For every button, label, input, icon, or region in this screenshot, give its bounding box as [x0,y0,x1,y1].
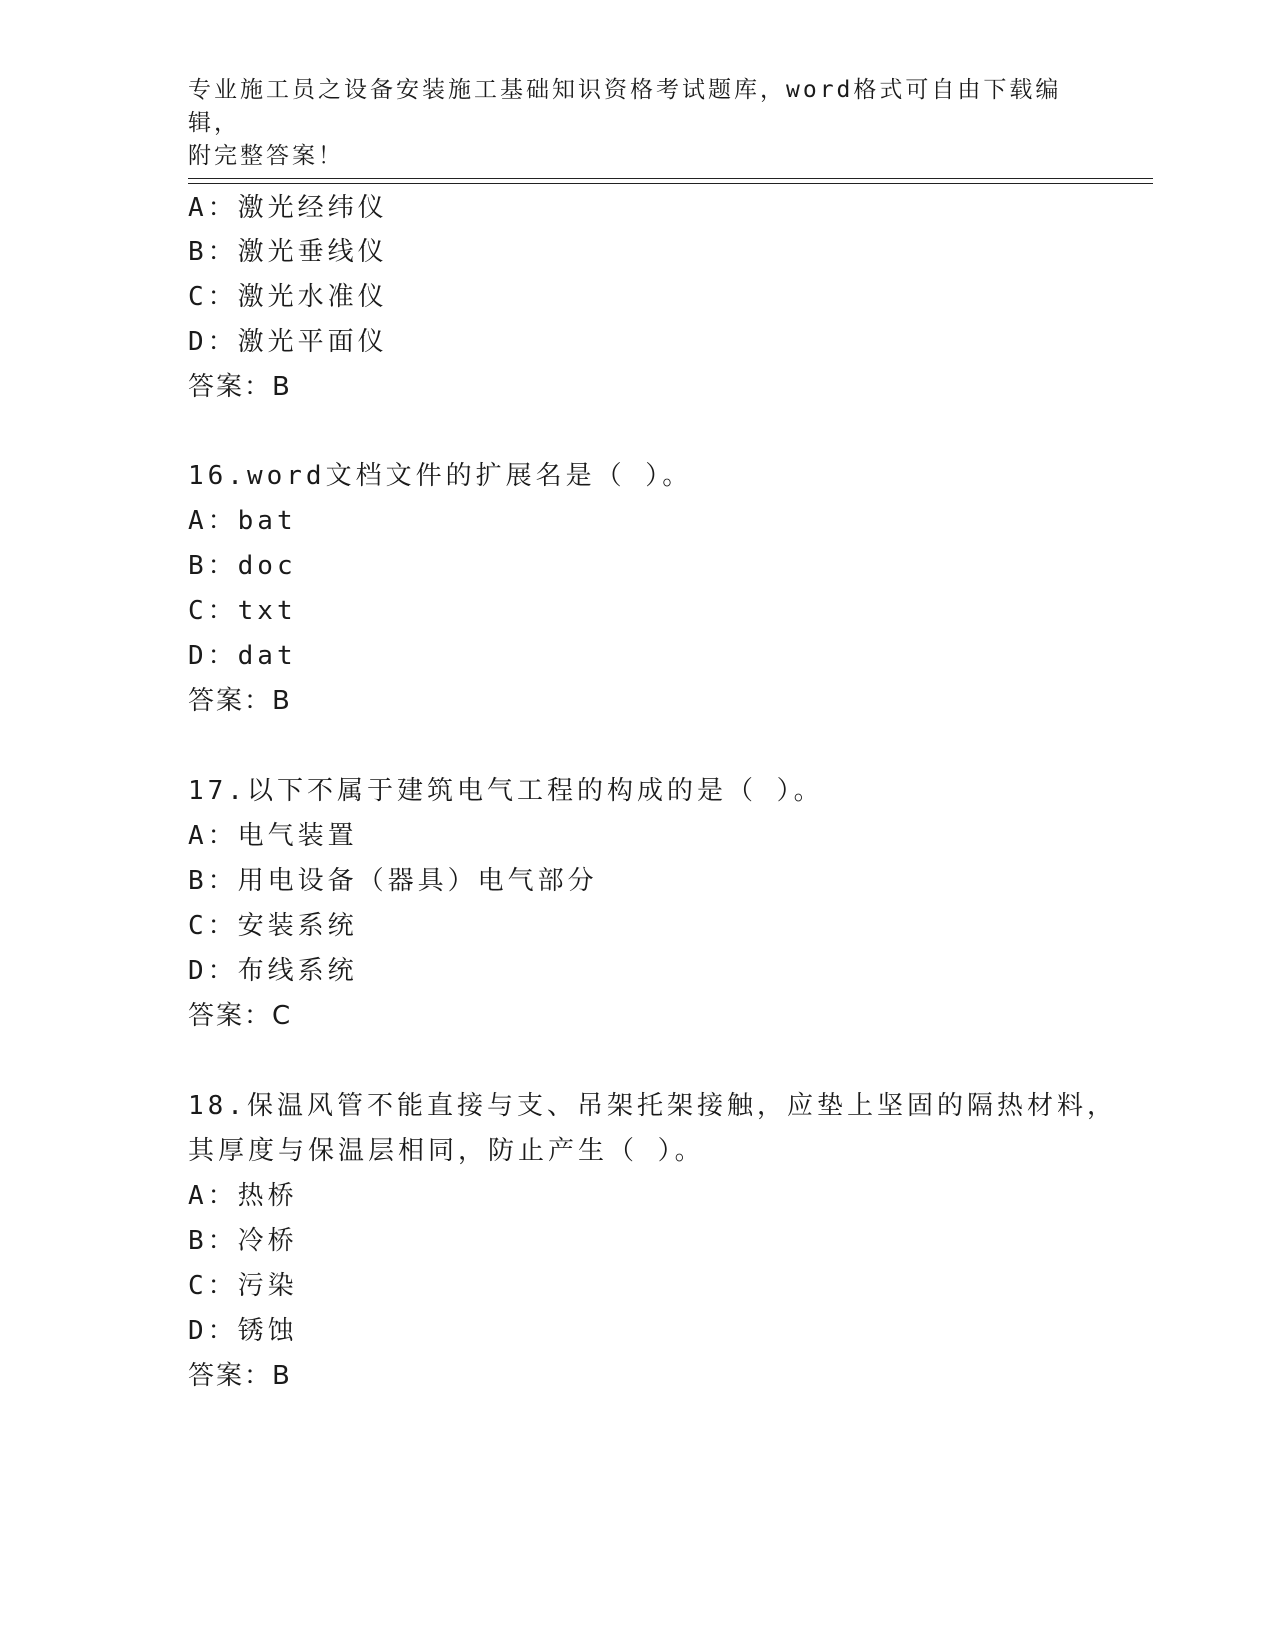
q16-answer: 答案：B [188,686,292,716]
q17-option-a: A：电气装置 [188,821,358,851]
q18-question-line-2: 其厚度与保温层相同，防止产生（ ）。 [188,1136,705,1166]
q17-question: 17.以下不属于建筑电气工程的构成的是（ ）。 [188,776,824,806]
header-line-1: 专业施工员之设备安装施工基础知识资格考试题库，word格式可自由下载编辑， [188,77,1062,136]
q17-option-b: B：用电设备（器具）电气部分 [188,866,598,896]
q17-option-c: C：安装系统 [188,911,358,941]
q16-option-b: B：doc [188,551,297,581]
header-line-2: 附完整答案！ [188,143,344,169]
q18-option-a: A：热桥 [188,1181,298,1211]
q18-option-c: C：污染 [188,1271,298,1301]
q16-option-c: C：txt [188,596,297,626]
q15-option-b: B：激光垂线仪 [188,237,388,267]
q16-option-a: A：bat [188,506,297,536]
q18-option-b: B：冷桥 [188,1226,298,1256]
q16-question: 16.word文档文件的扩展名是（ ）。 [188,461,693,491]
q15-option-c: C：激光水准仪 [188,282,388,312]
q17-answer: 答案：C [188,1001,293,1031]
header-divider-top [188,178,1153,179]
q16-option-d: D：dat [188,641,297,671]
q18-answer: 答案：B [188,1361,292,1391]
q15-option-d: D：激光平面仪 [188,327,388,357]
q18-question-line-1: 18.保温风管不能直接与支、吊架托架接触，应垫上坚固的隔热材料， [188,1091,1117,1121]
header-divider-bottom [188,183,1153,184]
document-header [188,74,1088,173]
q18-option-d: D：锈蚀 [188,1316,298,1346]
q15-answer: 答案：B [188,372,292,402]
q17-option-d: D：布线系统 [188,956,358,986]
q15-option-a: A：激光经纬仪 [188,193,388,223]
